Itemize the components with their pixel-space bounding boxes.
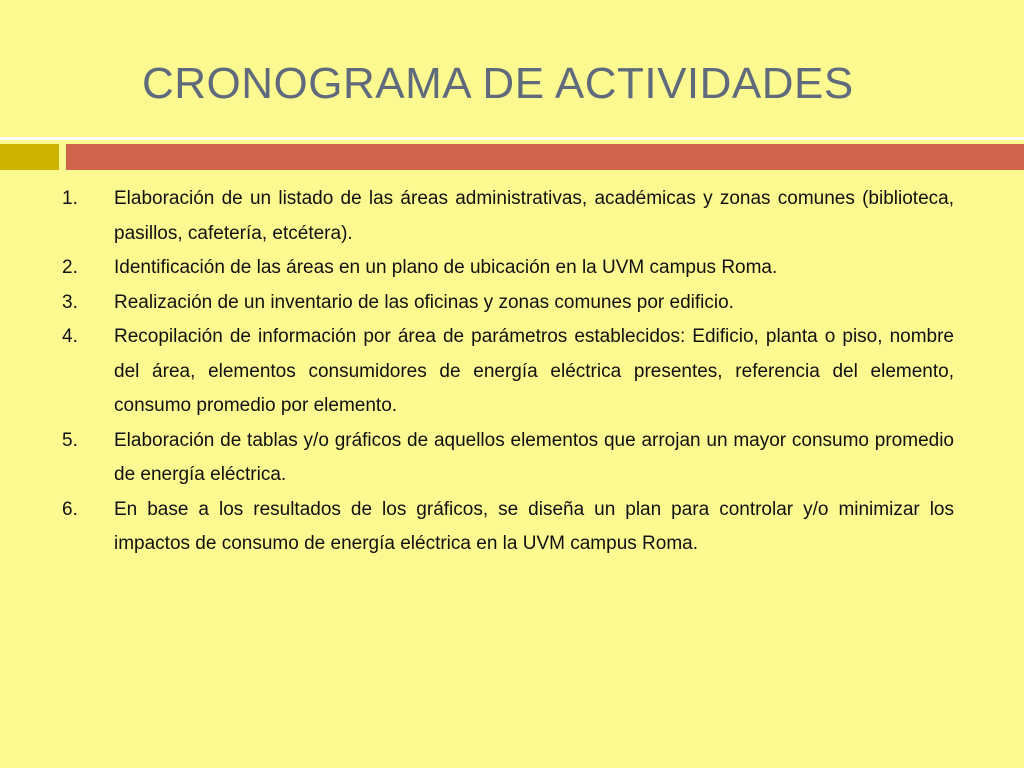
activity-item-4 [58,320,954,424]
activity-text: En base a los resultados de los gráficos, se diseña un plan para controlar y/o minimizar los impactos de consumo de energía eléctrica en la UVM campus Roma. [114,498,954,554]
accent-bar [66,144,1024,170]
activity-number: 5. [62,429,78,451]
activity-text: Realización de un inventario de las oficinas y zonas comunes por edificio. [114,291,734,313]
slide-title: CRONOGRAMA DE ACTIVIDADES [142,59,854,108]
activity-number: 4. [62,326,78,347]
activity-text: Elaboración de un listado de las áreas administrativas, académicas y zonas comunes (biblioteca, pasillos, cafetería, etcétera). [114,188,954,244]
activity-number: 2. [62,257,78,278]
activity-list [58,182,954,562]
activity-item-3 [58,286,954,321]
activity-text: Identificación de las áreas en un plano de ubicación en la UVM campus Roma. [114,257,778,278]
activity-item-5 [58,424,954,493]
activity-number: 3. [62,291,78,313]
title-divider-line [0,137,1024,140]
activity-text: Elaboración de tablas y/o gráficos de aquellos elementos que arrojan un mayor consumo promedio de energía eléctrica. [114,429,954,485]
activity-item-1 [58,182,954,251]
activity-item-2 [58,251,954,286]
activity-item-6 [58,493,954,562]
activity-number: 6. [62,498,78,520]
activity-number: 1. [62,188,78,209]
activity-text: Recopilación de información por área de parámetros establecidos: Edificio, planta o piso, nombre del área, elementos consumidores de energía eléctrica presentes, referencia del elemento, consumo promedio por elemento. [114,326,954,416]
accent-square [0,144,59,170]
